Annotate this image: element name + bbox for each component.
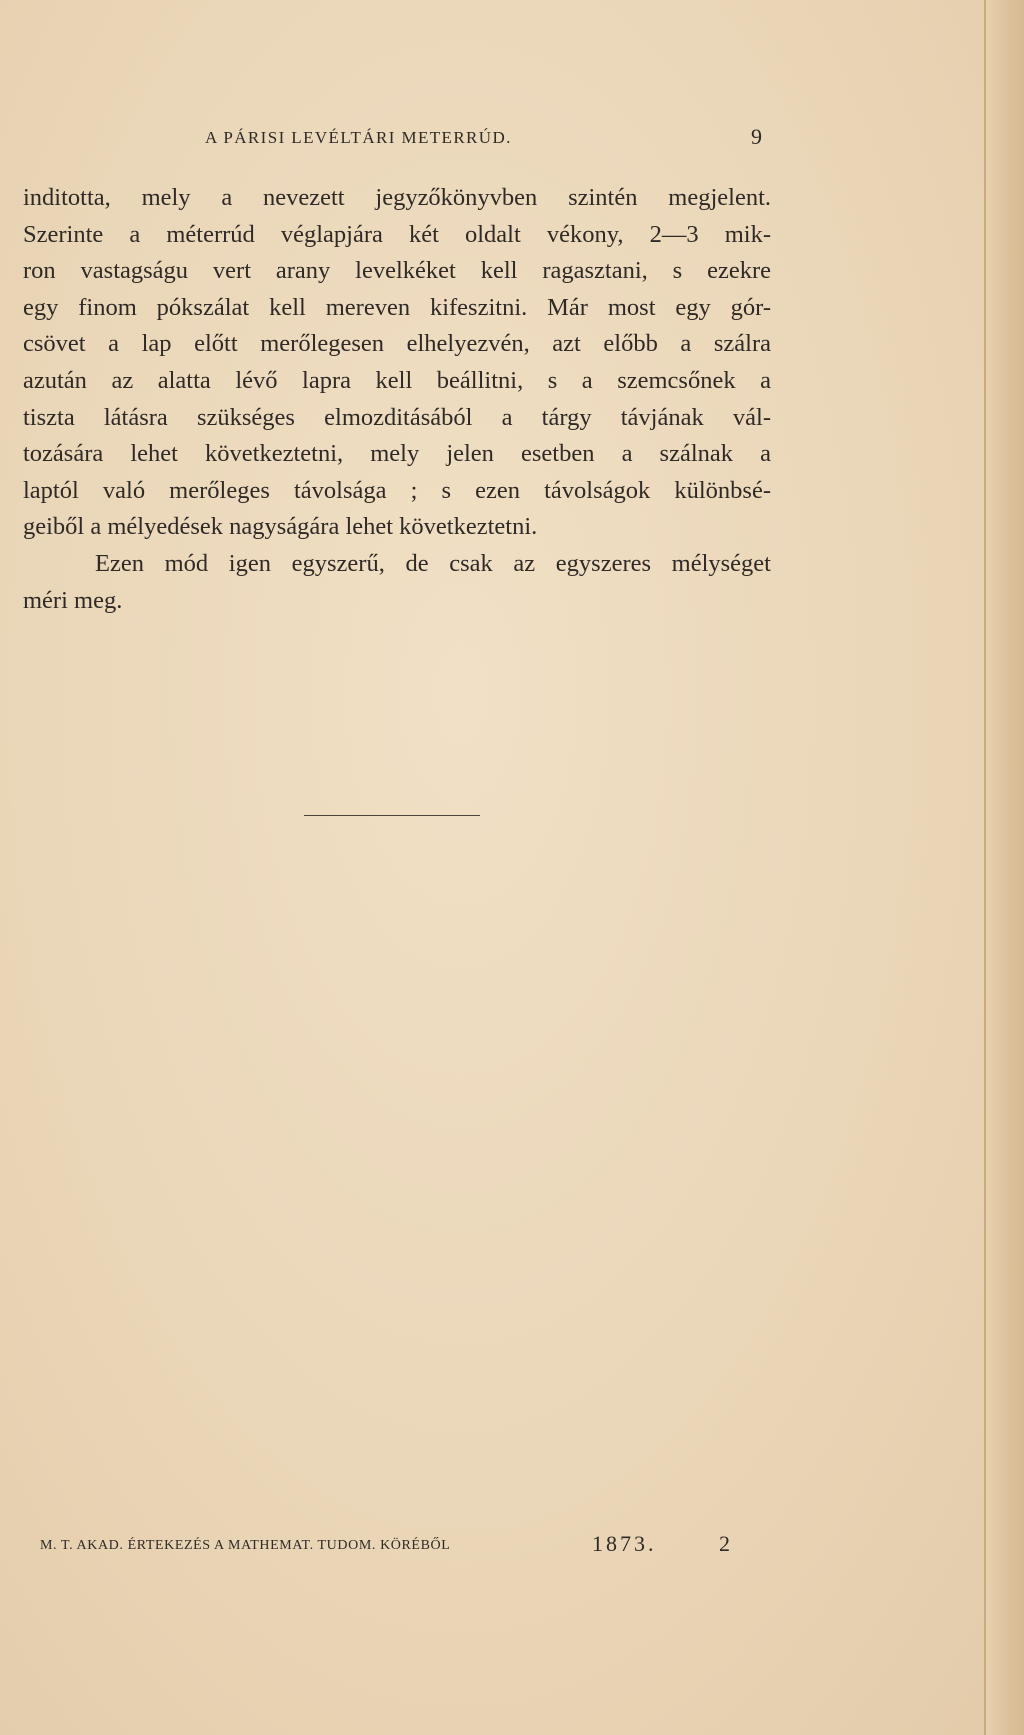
text-line: laptól való merőleges távolsága ; s ezen távolságok különbsé- bbox=[23, 476, 771, 504]
page-number: 9 bbox=[751, 124, 762, 149]
signature-line: M. T. AKAD. ÉRTEKEZÉS A MATHEMAT. TUDOM. KÖRÉBŐL bbox=[40, 1538, 451, 1553]
text-line: csövet a lap előtt merőlegesen elhelyezvén, azt előbb a szálra bbox=[23, 330, 771, 358]
running-head: A PÁRISI LEVÉLTÁRI METERRÚD. bbox=[205, 128, 512, 147]
text-line: tiszta látásra szükséges elmozditásából a tárgy távjának vál- bbox=[23, 403, 771, 431]
section-rule bbox=[304, 815, 480, 816]
text-line: tozására lehet következtetni, mely jelen esetben a szálnak a bbox=[23, 440, 771, 468]
text-line: geiből a mélyedések nagyságára lehet következtetni. bbox=[23, 513, 538, 541]
page-edge bbox=[984, 0, 1024, 1735]
text-line: ron vastagságu vert arany levelkéket kell ragasztani, s ezekre bbox=[23, 257, 771, 285]
page-edge-line bbox=[984, 0, 986, 1735]
text-line: méri meg. bbox=[23, 586, 123, 614]
text-line: egy finom pókszálat kell mereven kifeszitni. Már most egy gór- bbox=[23, 293, 771, 321]
text-line: inditotta, mely a nevezett jegyzőkönyvben szintén megjelent. bbox=[23, 184, 771, 211]
text-line: azután az alatta lévő lapra kell beállitni, s a szemcsőnek a bbox=[23, 366, 771, 394]
signature-number: 2 bbox=[719, 1531, 730, 1556]
text-line: Ezen mód igen egyszerű, de csak az egyszeres mélységet bbox=[95, 549, 771, 577]
signature-year: 1873. bbox=[592, 1531, 657, 1556]
body-text bbox=[23, 180, 771, 619]
text-line: Szerinte a méterrúd véglapjára két oldalt vékony, 2—3 mik- bbox=[23, 220, 771, 248]
